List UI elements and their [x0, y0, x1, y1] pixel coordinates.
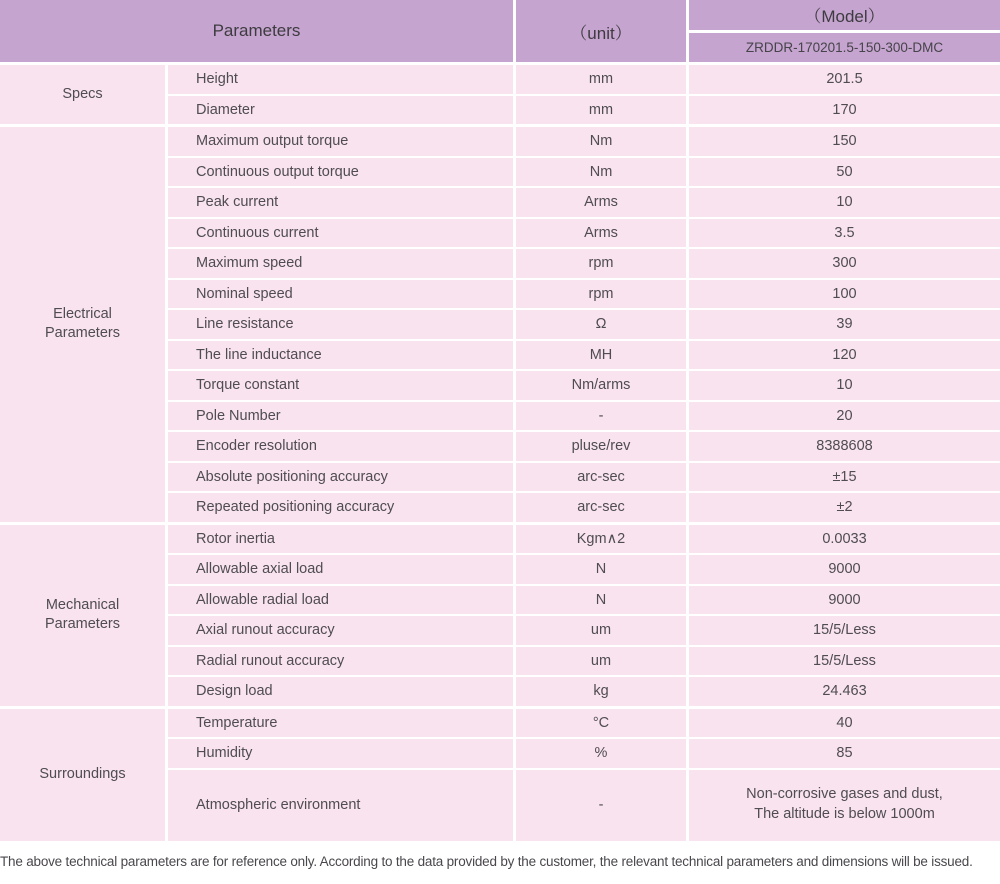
param-cell: Absolute positioning accuracy: [168, 463, 513, 492]
table-row: [168, 586, 1000, 615]
unit-cell: kg: [516, 677, 686, 706]
model-number: ZRDDR-170201.5-150-300-DMC: [689, 33, 1000, 63]
unit-cell: Ω: [516, 310, 686, 339]
unit-cell: -: [516, 402, 686, 431]
table-row: [168, 188, 1000, 217]
value-cell: 150: [689, 127, 1000, 156]
parameters-header-label: Parameters: [212, 21, 301, 40]
param-cell: Encoder resolution: [168, 432, 513, 461]
unit-cell: Kgm∧2: [516, 525, 686, 554]
table-row: [168, 616, 1000, 645]
table-row: [168, 647, 1000, 676]
param-cell: Nominal speed: [168, 280, 513, 309]
value-cell: 85: [689, 739, 1000, 768]
section-mechanical: [0, 525, 1000, 706]
unit-header-cell: [516, 0, 686, 62]
value-cell: 40: [689, 709, 1000, 738]
unit-cell: arc-sec: [516, 463, 686, 492]
table-header-row: [0, 0, 1000, 62]
param-cell: Maximum speed: [168, 249, 513, 278]
param-cell: Axial runout accuracy: [168, 616, 513, 645]
model-header-cell: [689, 0, 1000, 62]
value-cell: 120: [689, 341, 1000, 370]
section-label: Specs: [0, 65, 165, 124]
param-cell: Continuous output torque: [168, 158, 513, 187]
value-cell: ±2: [689, 493, 1000, 522]
table-row: [168, 249, 1000, 278]
section-electrical: [0, 127, 1000, 522]
param-cell: Line resistance: [168, 310, 513, 339]
param-cell: Humidity: [168, 739, 513, 768]
unit-cell: mm: [516, 65, 686, 94]
footer-note: The above technical parameters are for reference only. According to the data provided by the customer, the relevant technical parameters and dimensions will be issued.: [0, 853, 973, 869]
unit-cell: Nm/arms: [516, 371, 686, 400]
value-cell: 9000: [689, 586, 1000, 615]
value-cell: 9000: [689, 555, 1000, 584]
value-cell: 201.5: [689, 65, 1000, 94]
value-cell: ±15: [689, 463, 1000, 492]
param-cell: Repeated positioning accuracy: [168, 493, 513, 522]
value-cell: 24.463: [689, 677, 1000, 706]
section-label: Electrical Parameters: [0, 127, 165, 522]
unit-header-label: （unit）: [570, 23, 632, 43]
param-cell: Allowable axial load: [168, 555, 513, 584]
table-row: [168, 739, 1000, 768]
value-cell: 100: [689, 280, 1000, 309]
atmospheric-value: Non-corrosive gases and dust, The altitude is below 1000m: [746, 786, 943, 822]
table-row: [168, 65, 1000, 94]
param-cell: The line inductance: [168, 341, 513, 370]
value-cell: 10: [689, 188, 1000, 217]
table-row: [168, 493, 1000, 522]
param-cell: Atmospheric environment: [168, 770, 513, 841]
unit-cell: um: [516, 647, 686, 676]
unit-cell: Nm: [516, 127, 686, 156]
unit-cell: mm: [516, 96, 686, 125]
unit-cell: pluse/rev: [516, 432, 686, 461]
value-cell: [689, 770, 1000, 841]
table-row: [168, 127, 1000, 156]
param-cell: Temperature: [168, 709, 513, 738]
value-cell: 170: [689, 96, 1000, 125]
value-cell: 50: [689, 158, 1000, 187]
value-cell: 39: [689, 310, 1000, 339]
table-row: [168, 463, 1000, 492]
unit-cell: Arms: [516, 219, 686, 248]
table-row: [168, 158, 1000, 187]
table-row: [168, 709, 1000, 738]
param-cell: Diameter: [168, 96, 513, 125]
param-cell: Radial runout accuracy: [168, 647, 513, 676]
table-row: [168, 402, 1000, 431]
table-row: [168, 96, 1000, 125]
unit-cell: %: [516, 739, 686, 768]
value-cell: 10: [689, 371, 1000, 400]
value-cell: 300: [689, 249, 1000, 278]
param-cell: Pole Number: [168, 402, 513, 431]
unit-cell: arc-sec: [516, 493, 686, 522]
param-cell: Continuous current: [168, 219, 513, 248]
value-cell: 15/5/Less: [689, 647, 1000, 676]
section-specs: [0, 65, 1000, 124]
table-row: [168, 770, 1000, 841]
unit-cell: rpm: [516, 280, 686, 309]
unit-cell: Arms: [516, 188, 686, 217]
table-row: [168, 310, 1000, 339]
table-row: [168, 432, 1000, 461]
table-row: [168, 371, 1000, 400]
parameters-header-cell: [0, 0, 513, 62]
unit-cell: um: [516, 616, 686, 645]
param-cell: Design load: [168, 677, 513, 706]
value-cell: 8388608: [689, 432, 1000, 461]
section-label: Surroundings: [0, 709, 165, 841]
param-cell: Allowable radial load: [168, 586, 513, 615]
table-row: [168, 555, 1000, 584]
section-surroundings: [0, 709, 1000, 841]
value-cell: 3.5: [689, 219, 1000, 248]
param-cell: Torque constant: [168, 371, 513, 400]
table-row: [168, 677, 1000, 706]
unit-cell: Nm: [516, 158, 686, 187]
unit-cell: rpm: [516, 249, 686, 278]
table-row: [168, 219, 1000, 248]
model-header-title: （Model）: [689, 0, 1000, 30]
param-cell: Maximum output torque: [168, 127, 513, 156]
table-row: [168, 280, 1000, 309]
value-cell: 15/5/Less: [689, 616, 1000, 645]
param-cell: Height: [168, 65, 513, 94]
unit-cell: °C: [516, 709, 686, 738]
section-label: Mechanical Parameters: [0, 525, 165, 706]
unit-cell: N: [516, 586, 686, 615]
value-cell: 20: [689, 402, 1000, 431]
param-cell: Rotor inertia: [168, 525, 513, 554]
value-cell: 0.0033: [689, 525, 1000, 554]
unit-cell: MH: [516, 341, 686, 370]
table-row: [168, 341, 1000, 370]
table-row: [168, 525, 1000, 554]
unit-cell: -: [516, 770, 686, 841]
unit-cell: N: [516, 555, 686, 584]
param-cell: Peak current: [168, 188, 513, 217]
